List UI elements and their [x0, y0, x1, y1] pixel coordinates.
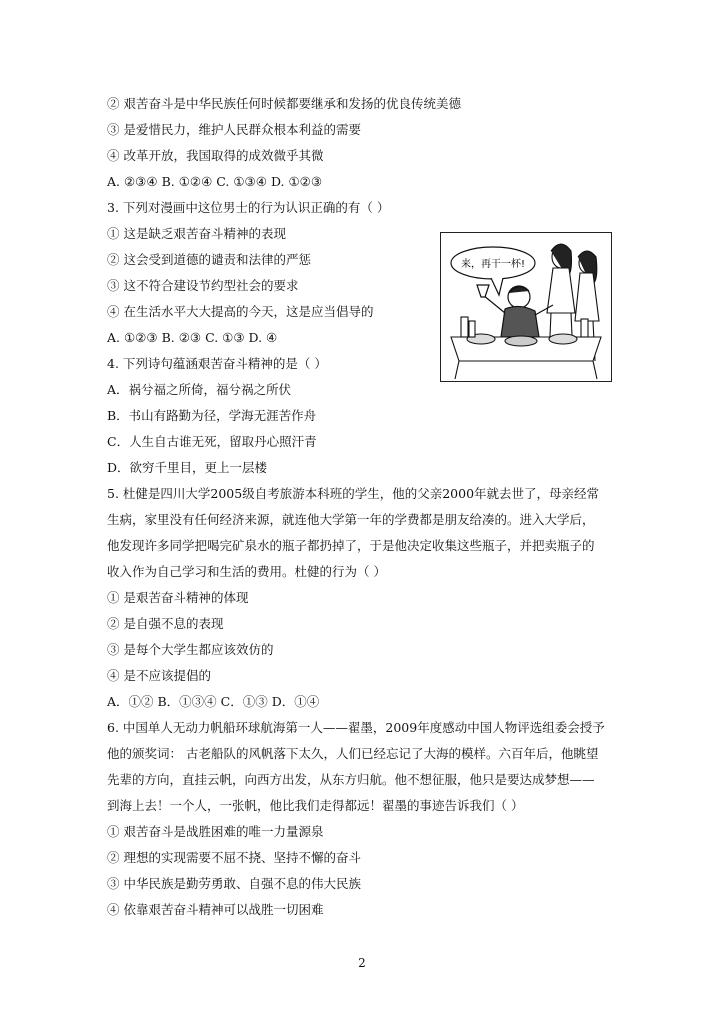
text-line: 生病，家里没有任何经济来源，就连他大学第一年的学费都是朋友给凑的。进入大学后， — [107, 512, 595, 527]
text-line: ③ 是爱惜民力，维护人民群众根本利益的需要 — [107, 122, 361, 137]
answer-options: A. ②③④ B. ①②④ C. ①③④ D. ①②③ — [107, 174, 323, 189]
text-line: C．人生自古谁无死，留取丹心照汗青 — [107, 434, 317, 449]
text-line: ④ 是不应该提倡的 — [107, 668, 211, 683]
text-line: 收入作为自己学习和生活的费用。杜健的行为（ ） — [107, 564, 386, 579]
question-6: 6. 中国单人无动力帆船环球航海第一人——翟墨，2009年度感动中国人物评选组委会授予 — [107, 720, 605, 735]
text-line: ① 艰苦奋斗是战胜困难的唯一力量源泉 — [107, 824, 324, 839]
text-line: ③ 是每个大学生都应该效仿的 — [107, 642, 274, 657]
text-line: ① 这是缺乏艰苦奋斗精神的表现 — [107, 226, 286, 241]
question-5: 5. 杜健是四川大学2005级自考旅游本科班的学生，他的父亲2000年就去世了，母亲经常 — [107, 486, 600, 501]
text-line: A．祸兮福之所倚，福兮祸之所伏 — [107, 382, 292, 397]
text-line: ④ 依靠艰苦奋斗精神可以战胜一切困难 — [107, 902, 324, 917]
text-line: ③ 这不符合建设节约型社会的要求 — [107, 278, 299, 293]
text-line: ③ 中华民族是勤劳勇敢、自强不息的伟大民族 — [107, 876, 361, 891]
text-line: ④ 改革开放，我国取得的成效微乎其微 — [107, 148, 324, 163]
text-line: ① 是艰苦奋斗精神的体现 — [107, 590, 249, 605]
answer-options: A. ①②③ B. ②③ C. ①③ D. ④ — [107, 330, 278, 345]
question-3: 3. 下列对漫画中这位男士的行为认识正确的有（ ） — [107, 200, 390, 215]
text-line: ④ 在生活水平大大提高的今天，这是应当倡导的 — [107, 304, 374, 319]
cartoon-drawing — [441, 233, 611, 381]
text-line: 他的颁奖词： 古老船队的风帆落下太久，人们已经忘记了大海的模样。六百年后，他眺望 — [107, 746, 599, 761]
text-line: ② 艰苦奋斗是中华民族任何时候都要继承和发扬的优良传统美德 — [107, 96, 461, 111]
text-line: 到海上去！一个人，一张帆，他比我们走得都远！翟墨的事迹告诉我们（ ） — [107, 798, 524, 813]
speech-text: 来，再干一杯! — [460, 259, 526, 270]
text-line: 他发现许多同学把喝完矿泉水的瓶子都扔掉了，于是他决定收集这些瓶子，并把卖瓶子的 — [107, 538, 595, 553]
text-line: ② 是自强不息的表现 — [107, 616, 224, 631]
text-line: ② 理想的实现需要不屈不挠、坚持不懈的奋斗 — [107, 850, 361, 865]
text-line: D．欲穷千里目，更上一层楼 — [107, 460, 268, 475]
question-4: 4. 下列诗句蕴涵艰苦奋斗精神的是（ ） — [107, 356, 327, 371]
text-line: B．书山有路勤为径，学海无涯苦作舟 — [107, 408, 317, 423]
text-line: 先辈的方向，直挂云帆，向西方出发，从东方归航。他不想征服，他只是要达成梦想—— — [107, 772, 595, 787]
page-number: 2 — [358, 956, 366, 970]
answer-options: A．①② B．①③④ C．①③ D．①④ — [107, 694, 320, 709]
cartoon-illustration — [440, 232, 612, 382]
text-line: ② 这会受到道德的谴责和法律的严惩 — [107, 252, 311, 267]
